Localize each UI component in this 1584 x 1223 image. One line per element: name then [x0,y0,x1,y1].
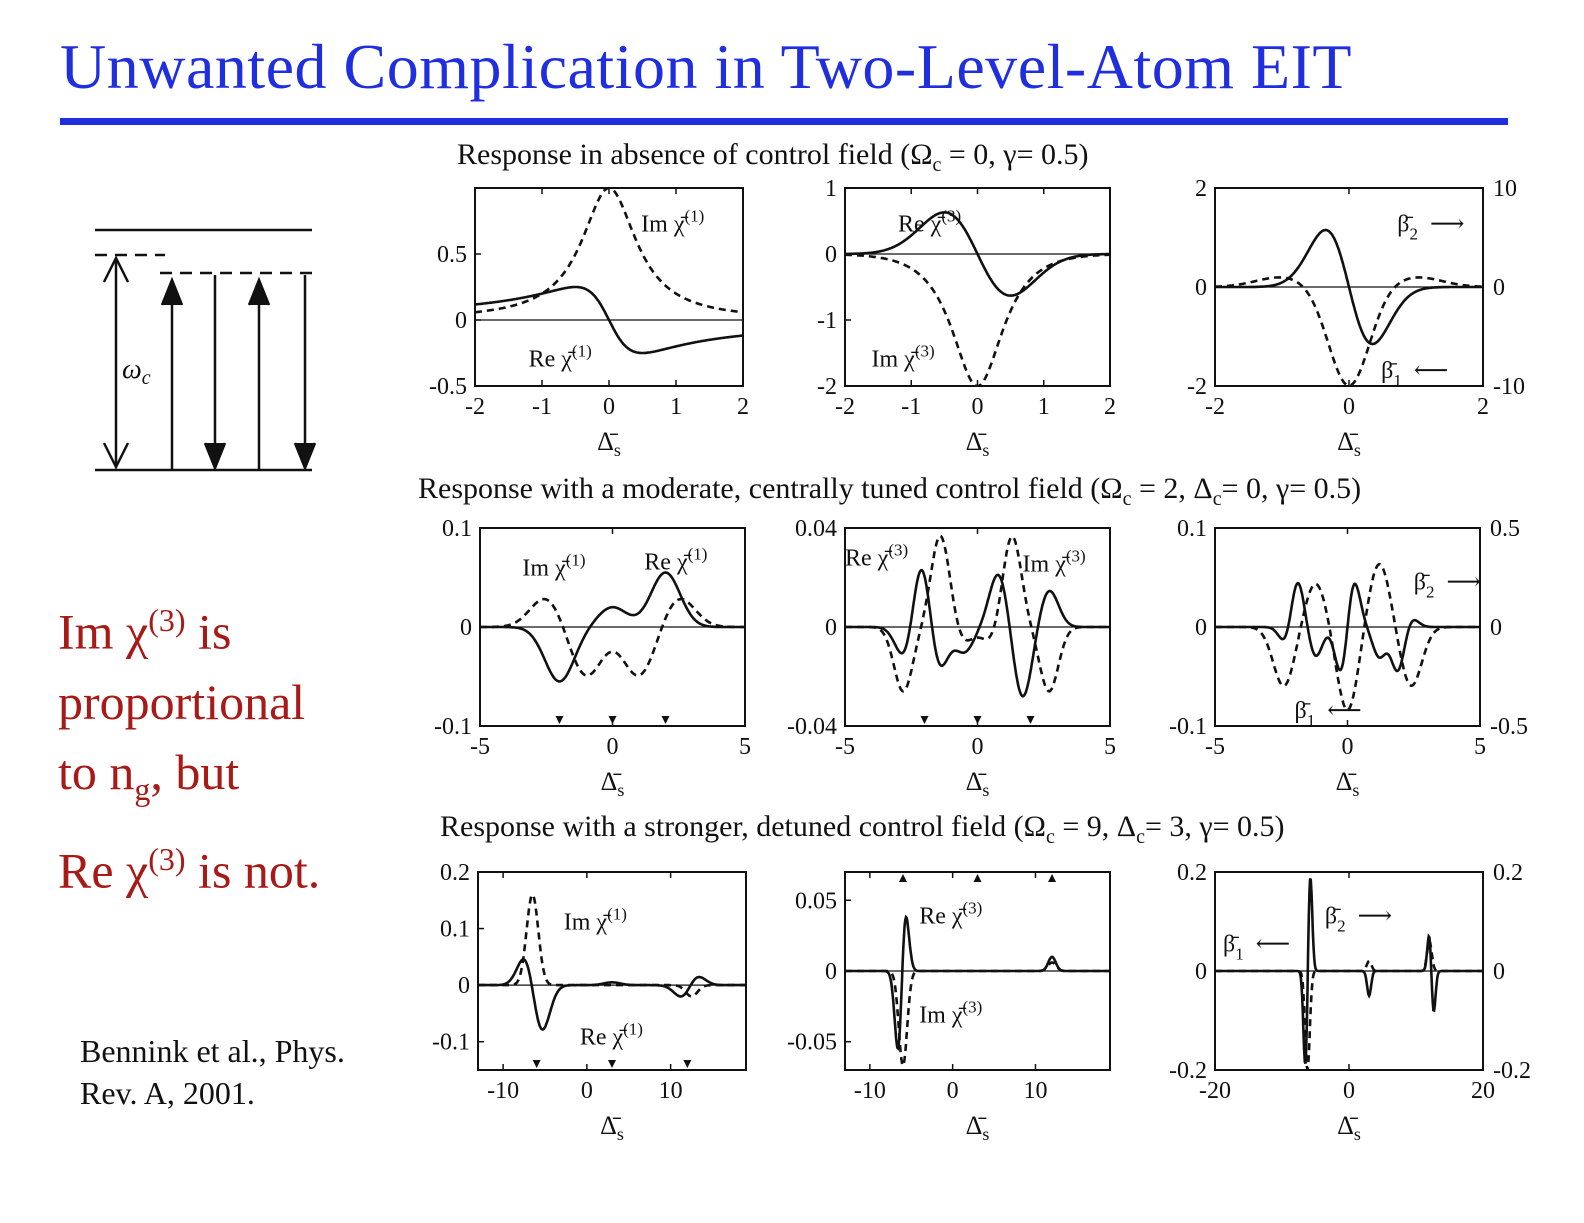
x-tick-label: 5 [1104,734,1116,760]
row-label-1: Response in absence of control field ($\Omega_c = 0$, γ= 0.5) [457,138,1089,176]
y-tick-label-right: -10 [1493,374,1525,400]
y-tick-label-right: 0 [1493,959,1505,985]
y-tick-label: 0 [1195,275,1207,301]
series-annotation: Im χ̄$^{(3)}$ [1022,546,1086,578]
y-tick-label: -0.5 [429,374,467,400]
x-tick-label: -2 [465,394,485,420]
y-tick-label: 0.1 [1177,516,1207,542]
x-tick-label: 0 [603,394,615,420]
y-tick-label: -0.04 [787,714,837,740]
chart-1-1 [429,188,749,460]
x-tick-label: -10 [853,1078,886,1104]
x-tick-label: 0 [1343,1078,1355,1104]
series-annotation: Re χ̄$^{(3)}$ [919,898,983,930]
y-tick-label: 0.5 [437,242,467,268]
y-tick-label-right: 0 [1490,615,1502,641]
chart-2-2 [787,516,1116,800]
chart-1-2 [817,176,1116,460]
resonance-marker [974,716,982,724]
x-tick-label: -2 [835,394,855,420]
x-tick-label: 2 [1104,394,1116,420]
series-annotation: Im χ̄$^{(3)}$ [919,997,983,1029]
y-tick-label: 0 [1195,959,1207,985]
series-annotation: $\betā_1$ ⟵ [1223,931,1291,964]
x-tick-label: 10 [658,1078,683,1104]
series-annotation: Im χ̄$^{(1)}$ [522,550,586,582]
y-tick-label-right: -0.2 [1493,1058,1531,1084]
series-Re3 [845,917,1110,1048]
series-annotation: Re χ̄$^{(1)}$ [579,1019,643,1051]
series-annotation: Re χ̄$^{(3)}$ [845,540,909,572]
x-axis-label: $\Deltā_s$ [1337,427,1361,460]
y-tick-label: -2 [817,374,837,400]
y-tick-label: 0.04 [795,516,837,542]
x-tick-label: -1 [532,394,552,420]
chart-2-1 [434,516,751,800]
x-tick-label: 5 [739,734,751,760]
y-tick-label: 0 [825,959,837,985]
x-tick-label: 5 [1474,734,1486,760]
y-tick-label: -1 [817,308,837,334]
y-tick-label-right: 0.5 [1490,516,1520,542]
y-tick-label-right: 0.2 [1493,860,1523,886]
y-tick-label: 0 [455,308,467,334]
x-tick-label: 20 [1471,1078,1495,1104]
y-tick-label-right: 0 [1493,275,1505,301]
y-tick-label: -0.1 [1169,714,1207,740]
x-axis-label: $\Deltā_s$ [597,427,621,460]
y-tick-label-right: 10 [1493,176,1517,202]
series-annotation: $\betā_1$ ⟵ [1381,358,1449,391]
citation: Bennink et al., Phys. Rev. A, 2001. [80,1033,345,1111]
x-tick-label: -10 [487,1078,520,1104]
y-tick-label: 0 [1195,615,1207,641]
x-tick-label: 0 [1341,734,1354,760]
series-annotation: Re χ̄$^{(3)}$ [898,206,962,238]
x-tick-label: 0 [971,394,984,420]
x-tick-label: 0 [946,1078,959,1104]
resonance-marker [662,716,670,724]
row-label-3: Response with a stronger, detuned control field ($\Omega_c = 9$, $\Delta_c= 3$, γ= 0.5) [440,810,1285,848]
row-label-2: Response with a moderate, centrally tuned control field ($\Omega_c = 2$, $\Delta_c= 0$, γ= 0.5) [418,472,1362,510]
chart-3-3 [1169,860,1531,1144]
slide-title: Unwanted Complication in Two-Level-Atom EIT [60,31,1352,102]
series-annotation: Im χ̄$^{(1)}$ [641,206,705,238]
chart-2-3 [1169,516,1528,800]
x-tick-label: -5 [1205,734,1225,760]
series-2 [1215,941,1483,1070]
series-annotation: Re χ̄$^{(1)}$ [528,341,592,373]
resonance-marker [533,1060,541,1068]
y-tick-label: 0.05 [795,888,837,915]
resonance-marker [609,716,617,724]
x-axis-label: $\Deltā_s$ [600,1111,624,1144]
resonance-marker [556,716,564,724]
y-tick-label: -0.2 [1169,1058,1207,1084]
x-tick-label: -20 [1199,1078,1231,1104]
y-tick-label: 0 [458,973,470,1000]
y-tick-label: 2 [1195,176,1207,202]
y-tick-label: -0.1 [432,1029,470,1056]
resonance-marker [1048,874,1056,882]
x-tick-label: 2 [737,394,749,420]
resonance-marker [974,874,982,882]
resonance-marker [608,1060,616,1068]
x-tick-label: 10 [1023,1078,1048,1104]
y-tick-label: 0 [460,615,472,641]
x-tick-label: 2 [1477,394,1489,420]
y-tick-label: 0.2 [440,860,470,886]
series-annotation: Im χ̄$^{(1)}$ [563,904,627,936]
x-axis-label: $\Deltā_s$ [965,1111,990,1144]
claim-text: Im $\chi^{(3)}$ is proportional to $n_g$, but Re $\chi^{(3)}$ is not. [58,602,321,899]
x-tick-label: 0 [971,734,984,760]
energy-level-diagram [95,230,315,470]
y-tick-label: 0.2 [1177,860,1207,886]
y-tick-label: 0 [825,242,837,268]
x-tick-label: -1 [901,394,922,420]
x-tick-label: -5 [470,734,490,760]
x-axis-label: $\Deltā_s$ [965,427,990,460]
chart-1-3 [1187,176,1525,460]
x-tick-label: 0 [1343,394,1355,420]
x-tick-label: -5 [835,734,855,760]
x-tick-label: 1 [1037,394,1050,420]
omega-c-label: $\omega_c$ [122,354,151,389]
resonance-marker [683,1060,691,1068]
series-annotation: Im χ̄$^{(3)}$ [871,341,935,373]
x-axis-label: $\Deltā_s$ [1337,1111,1361,1144]
y-tick-label: 0.1 [442,516,472,542]
chart-3-1 [432,860,746,1144]
y-tick-label: -2 [1187,374,1207,400]
y-tick-label: -0.1 [434,714,472,740]
y-tick-label: 0.1 [440,916,470,943]
series-annotation: $\betā_2$ ⟶ [1324,903,1393,936]
y-tick-label-right: -0.5 [1490,714,1528,740]
series-annotation: $\betā_2$ ⟶ [1413,569,1481,602]
chart-3-2 [787,872,1110,1144]
resonance-marker [899,874,907,882]
x-tick-label: 0 [580,1078,593,1104]
series-annotation: $\betā_1$ ⟵ [1294,698,1362,731]
series-annotation: $\betā_2$ ⟶ [1397,211,1465,244]
y-tick-label: -0.05 [787,1029,837,1056]
x-axis-label: $\Deltā_s$ [1335,767,1360,800]
x-tick-label: 1 [670,394,682,420]
series-annotation: Re χ̄$^{(1)}$ [644,544,708,576]
y-tick-label: 0 [825,615,837,641]
y-tick-label: 1 [825,176,837,202]
series-Im1 [480,599,745,675]
x-tick-label: -2 [1205,394,1225,420]
resonance-marker [921,716,929,724]
series-1 [1215,230,1483,344]
series-Re1 [478,959,746,1029]
x-tick-label: 0 [606,734,619,760]
x-axis-label: $\Deltā_s$ [600,767,625,800]
x-axis-label: $\Deltā_s$ [965,767,990,800]
resonance-marker [1027,716,1035,724]
